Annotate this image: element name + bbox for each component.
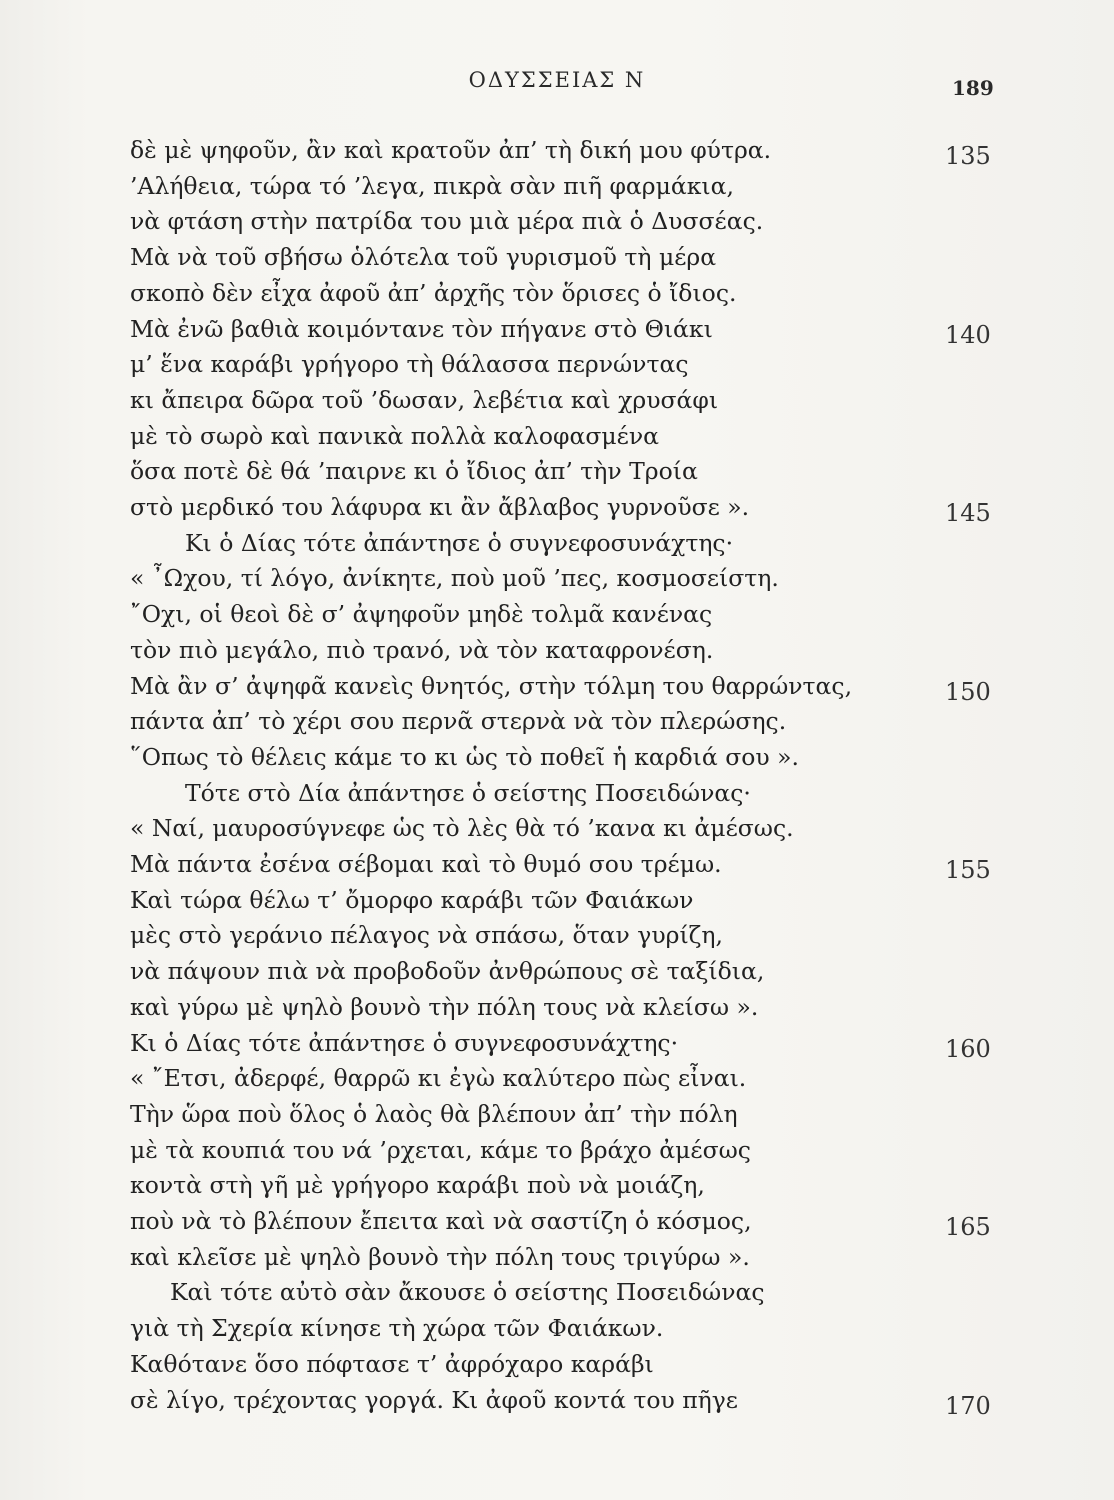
verse-text: καὶ κλεῖσε μὲ ψηλὸ βουνὸ τὴν πόλη τους τριγύρω ». xyxy=(130,1242,750,1271)
line-number: 145 xyxy=(945,499,991,527)
verse-line xyxy=(0,1242,1114,1282)
verse-text: ποὺ νὰ τὸ βλέπουν ἔπειτα καὶ νὰ σαστίζη ὁ κόσμος, xyxy=(130,1207,752,1235)
verse-line xyxy=(0,1206,1114,1246)
verse-line xyxy=(0,671,1114,711)
verse-text: μὲ τὸ σωρὸ καὶ πανικὰ πολλὰ καλοφασμένα xyxy=(130,421,659,450)
verse-line xyxy=(0,421,1114,461)
verse-line xyxy=(0,171,1114,211)
verse-line xyxy=(0,206,1114,246)
verse-text: « Ναί, μαυροσύγνεφε ὡς τὸ λὲς θὰ τό ’κανα κι ἀμέσως. xyxy=(130,814,794,843)
verse-line xyxy=(0,242,1114,282)
verse-line xyxy=(0,1170,1114,1210)
verse-line xyxy=(0,778,1114,818)
verse-line xyxy=(0,1135,1114,1175)
verse-line xyxy=(0,956,1114,996)
verse-text: νὰ φτάση στὴν πατρίδα του μιὰ μέρα πιὰ ὁ Δυσσέας. xyxy=(130,207,764,236)
verse-text: Μὰ πάντα ἐσένα σέβομαι καὶ τὸ θυμό σου τρέμω. xyxy=(130,850,722,878)
verse-text: Τότε στὸ Δία ἀπάντησε ὁ σείστης Ποσειδώνας· xyxy=(185,778,751,807)
verse-line xyxy=(0,1028,1114,1068)
verse-text: ῞Οπως τὸ θέλεις κάμε το κι ὡς τὸ ποθεῖ ἡ καρδιά σου ». xyxy=(130,742,800,771)
verse-line xyxy=(0,135,1114,175)
verse-text: κοντὰ στὴ γῆ μὲ γρήγορο καράβι ποὺ νὰ μοιάζη, xyxy=(130,1171,705,1200)
verse-line xyxy=(0,314,1114,354)
verse-text: σκοπὸ δὲν εἶχα ἀφοῦ ἀπ’ ἀρχῆς τὸν ὅρισες ὁ ἴδιος. xyxy=(130,278,737,307)
verse-text: τὸν πιὸ μεγάλο, πιὸ τρανό, νὰ τὸν καταφρονέση. xyxy=(130,635,714,664)
line-number: 135 xyxy=(945,142,991,170)
verse-line xyxy=(0,456,1114,496)
verse-line xyxy=(0,635,1114,675)
line-number: 150 xyxy=(945,677,991,706)
verse-text: ῎Οχι, οἱ θεοὶ δὲ σ’ ἀψηφοῦν μηδὲ τολμᾶ κανένας xyxy=(130,600,713,629)
verse-text: δὲ μὲ ψηφοῦν, ἂν καὶ κρατοῦν ἀπ’ τὴ δική μου φύτρα. xyxy=(130,136,772,164)
verse-line xyxy=(0,849,1114,889)
verse-line xyxy=(0,385,1114,425)
verse-text: Τὴν ὥρα ποὺ ὅλος ὁ λαὸς θὰ βλέπουν ἀπ’ τὴν πόλη xyxy=(130,1099,738,1128)
running-head: ΟΔΥΣΣΕΙΑΣ Ν xyxy=(468,68,646,92)
verse-text: μὲ τὰ κουπιά του νά ’ρχεται, κάμε το βράχο ἀμέσως xyxy=(130,1135,751,1164)
verse-text: σὲ λίγο, τρέχοντας γοργά. Κι ἀφοῦ κοντά του πῆγε xyxy=(130,1385,738,1414)
verse-text: Καθότανε ὅσο πόφτασε τ’ ἀφρόχαρο καράβι xyxy=(130,1349,654,1378)
verse-text: Κι ὁ Δίας τότε ἀπάντησε ὁ συγνεφοσυνάχτης· xyxy=(185,528,734,557)
line-number: 165 xyxy=(945,1213,991,1241)
verse-text: Μὰ ἂν σ’ ἀψηφᾶ κανεὶς θνητός, στὴν τόλμη του θαρρώντας, xyxy=(130,671,853,700)
verse-line xyxy=(0,1385,1114,1425)
verse-line xyxy=(0,528,1114,568)
verse-line xyxy=(0,742,1114,782)
verse-line xyxy=(0,563,1114,603)
verse-text: Καὶ τότε αὐτὸ σὰν ἄκουσε ὁ σείστης Ποσειδώνας xyxy=(170,1278,765,1307)
verse-text: ’Αλήθεια, τώρα τό ’λεγα, πικρὰ σὰν πιῆ φαρμάκια, xyxy=(130,171,734,200)
verse-text: « ῎Ετσι, ἀδερφέ, θαρρῶ κι ἐγὼ καλύτερο πὼς εἶναι. xyxy=(130,1064,747,1093)
verse-line xyxy=(0,885,1114,925)
verse-text: πάντα ἀπ’ τὸ χέρι σου περνᾶ στερνὰ νὰ τὸν πλερώσης. xyxy=(130,707,787,736)
page-number: 189 xyxy=(952,76,994,100)
verse-text: γιὰ τὴ Σχερία κίνησε τὴ χώρα τῶν Φαιάκων. xyxy=(130,1314,664,1343)
verse-line xyxy=(0,920,1114,960)
verse-text: κι ἄπειρα δῶρα τοῦ ’δωσαν, λεβέτια καὶ χρυσάφι xyxy=(130,385,719,414)
verse-text: στὸ μερδικό του λάφυρα κι ἂν ἄβλαβος γυρνοῦσε ». xyxy=(130,493,750,521)
verse-text: ὅσα ποτὲ δὲ θά ’παιρνε κι ὁ ἴδιος ἀπ’ τὴν Τροία xyxy=(130,457,698,486)
verse-line xyxy=(0,1099,1114,1139)
verse-line xyxy=(0,992,1114,1032)
line-number: 170 xyxy=(945,1391,991,1420)
verse-line xyxy=(0,492,1114,532)
verse-line xyxy=(0,1063,1114,1103)
verse-text: μ’ ἕνα καράβι γρήγορο τὴ θάλασσα περνώντας xyxy=(130,350,689,379)
line-number: 155 xyxy=(945,856,991,884)
line-number: 160 xyxy=(945,1034,991,1063)
verse-line xyxy=(0,1349,1114,1389)
verse-text: νὰ πάψουν πιὰ νὰ προβοδοῦν ἀνθρώπους σὲ ταξίδια, xyxy=(130,957,765,986)
verse-line xyxy=(0,599,1114,639)
verse-line xyxy=(0,813,1114,853)
verse-text: Καὶ τώρα θέλω τ’ ὄμορφο καράβι τῶν Φαιάκων xyxy=(130,885,694,914)
verse-line xyxy=(0,278,1114,318)
verse-text: « ῏Ωχου, τί λόγο, ἀνίκητε, ποὺ μοῦ ’πες, κοσμοσείστη. xyxy=(130,564,779,593)
verse-text: μὲς στὸ γεράνιο πέλαγος νὰ σπάσω, ὅταν γυρίζη, xyxy=(130,921,723,950)
verse-text: Μὰ νὰ τοῦ σβήσω ὁλότελα τοῦ γυρισμοῦ τὴ μέρα xyxy=(130,243,717,272)
verse-line xyxy=(0,349,1114,389)
verse-text: Μὰ ἐνῶ βαθιὰ κοιμόντανε τὸν πήγανε στὸ Θιάκι xyxy=(130,314,713,343)
verse-line xyxy=(0,706,1114,746)
verse-text: Κι ὁ Δίας τότε ἀπάντησε ὁ συγνεφοσυνάχτης· xyxy=(130,1028,679,1057)
line-number: 140 xyxy=(945,320,991,349)
verse-line xyxy=(0,1313,1114,1353)
verse-text: καὶ γύρω μὲ ψηλὸ βουνὸ τὴν πόλη τους νὰ κλείσω ». xyxy=(130,992,759,1021)
verse-line xyxy=(0,1277,1114,1317)
